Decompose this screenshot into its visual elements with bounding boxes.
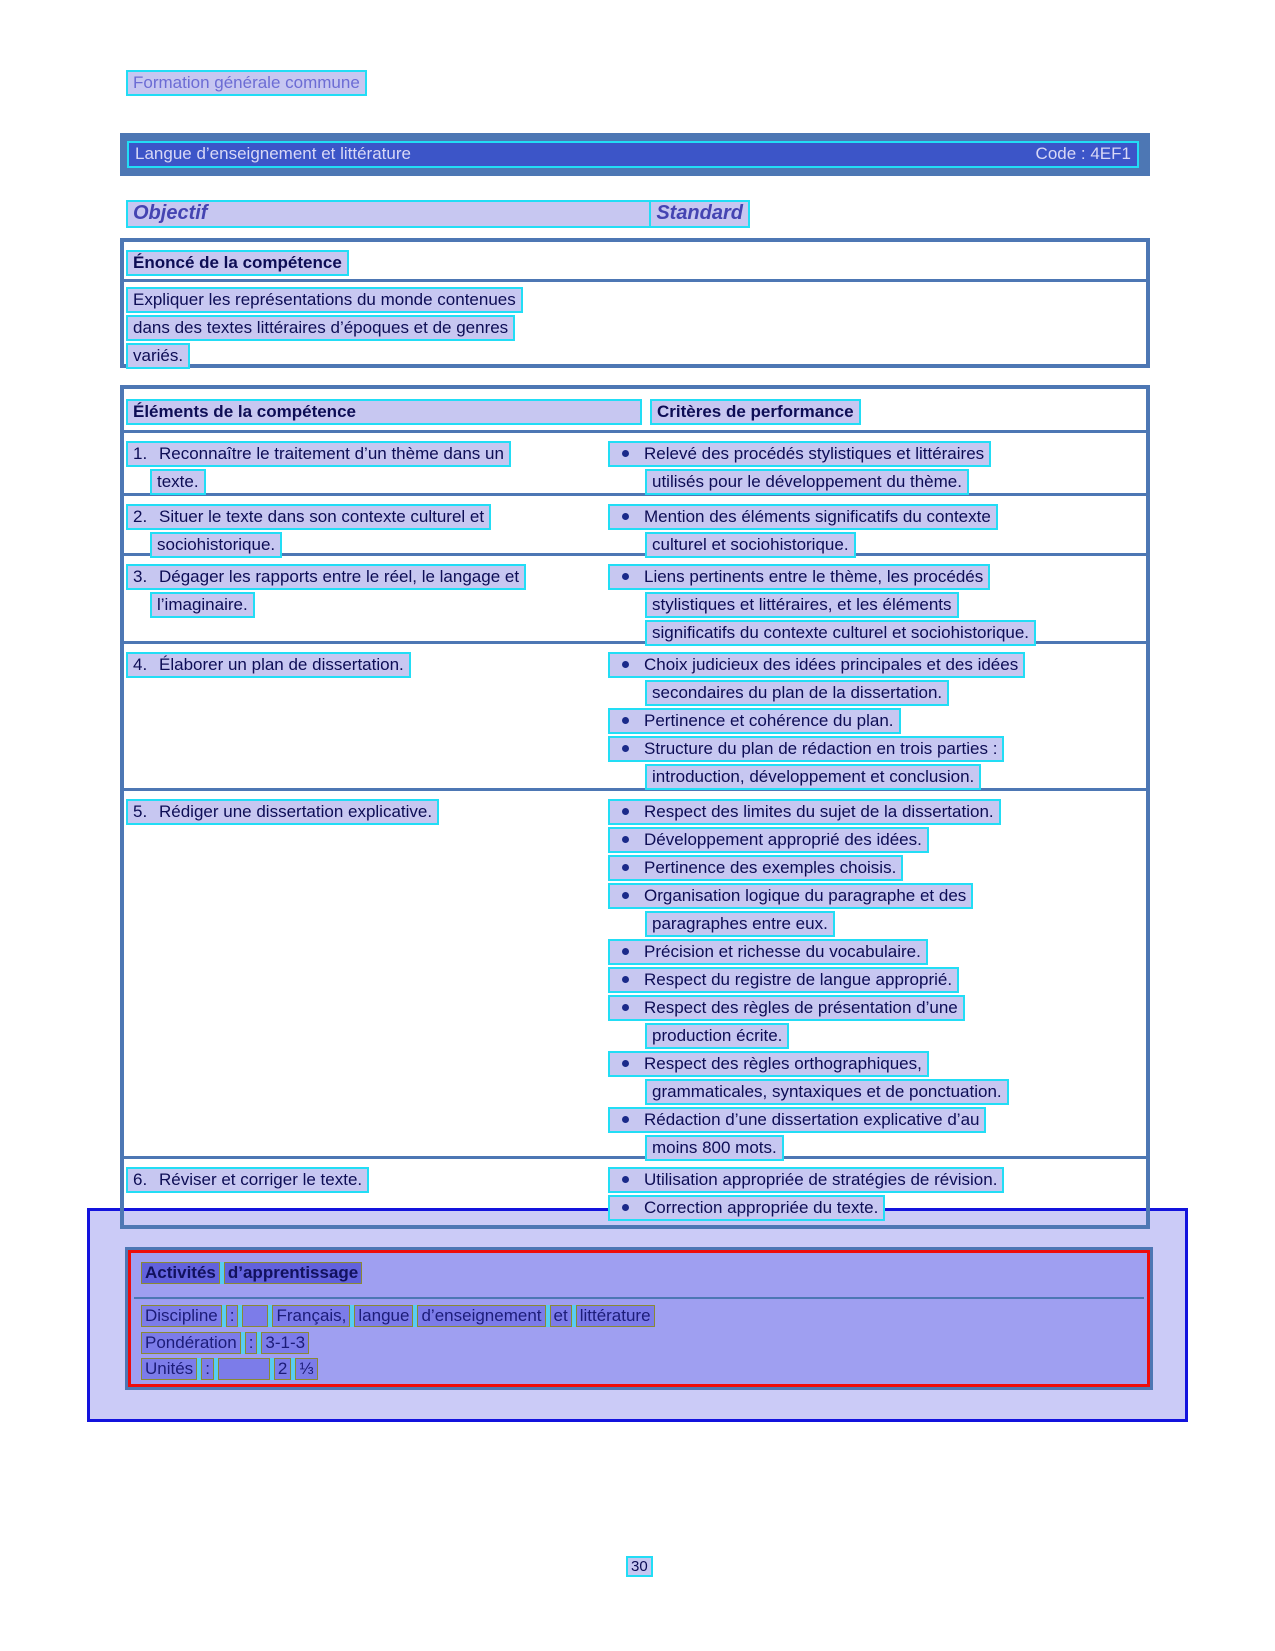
table-row: [124, 1159, 1146, 1225]
element-text: Élaborer un plan de dissertation.: [159, 655, 404, 674]
element-line: [126, 799, 439, 825]
activities-colon: :: [226, 1305, 239, 1327]
element-line: sociohistorique.: [150, 532, 282, 558]
criteria-cell: [608, 652, 1144, 792]
bullet-icon: [622, 1204, 629, 1211]
element-line: l’imaginaire.: [150, 592, 255, 618]
criteria-cell: [608, 799, 1144, 1163]
enonce-box: [120, 238, 1150, 368]
activities-label: Pondération: [141, 1332, 241, 1354]
criteria-cell: [608, 441, 1144, 497]
criteria-line: [608, 736, 1004, 762]
activities-value-word: ⅓: [295, 1358, 317, 1380]
bullet-icon: [622, 808, 629, 815]
bullet-icon: [622, 513, 629, 520]
criteria-line: [608, 827, 929, 853]
bullet-icon: [622, 948, 629, 955]
element-number: 3.: [133, 567, 148, 586]
activities-value-word: d’enseignement: [417, 1305, 545, 1327]
criteria-line: production écrite.: [645, 1023, 789, 1049]
criteria-line: [608, 652, 1025, 678]
element-line: texte.: [150, 469, 206, 495]
criteria-text: Respect du registre de langue approprié.: [644, 970, 953, 989]
element-line: [126, 441, 511, 467]
element-line: [126, 564, 526, 590]
activities-value-word: 3-1-3: [261, 1332, 309, 1354]
enonce-line: dans des textes littéraires d’époques et de genres: [126, 315, 515, 341]
criteria-text: Rédaction d’une dissertation explicative d’au: [644, 1110, 980, 1129]
criteria-line: [608, 441, 991, 467]
activities-heading-word: d’apprentissage: [224, 1262, 362, 1284]
table-row: [124, 556, 1146, 644]
header-bar-strip: [127, 141, 1139, 168]
element-text: Reconnaître le traitement d’un thème dans un: [159, 444, 504, 463]
bullet-icon: [622, 1176, 629, 1183]
bullet-icon: [622, 1004, 629, 1011]
element-text: Situer le texte dans son contexte culturel et: [159, 507, 485, 526]
table-row: [124, 791, 1146, 1159]
criteria-text: Organisation logique du paragraphe et des: [644, 886, 967, 905]
elements-header: Éléments de la compétence: [126, 399, 642, 425]
criteria-text: Choix judicieux des idées principales et des idées: [644, 655, 1019, 674]
activities-spacer: [242, 1305, 268, 1327]
formation-title: Formation générale commune: [126, 70, 367, 96]
element-text: Dégager les rapports entre le réel, le langage et: [159, 567, 520, 586]
activities-colon: :: [245, 1332, 258, 1354]
criteria-line: [608, 855, 903, 881]
criteria-line: [608, 995, 965, 1021]
bullet-icon: [622, 864, 629, 871]
criteria-line: [608, 1107, 986, 1133]
criteria-line: [608, 708, 901, 734]
element-number: 5.: [133, 802, 148, 821]
criteria-cell: [608, 504, 1144, 560]
criteria-line: moins 800 mots.: [645, 1135, 784, 1161]
criteres-header: Critères de performance: [650, 399, 861, 425]
enonce-header-row: [124, 242, 1146, 282]
objectif-standard-row: [126, 200, 750, 228]
element-line: [126, 652, 411, 678]
activities-row: [141, 1332, 309, 1354]
criteria-text: Respect des limites du sujet de la dissertation.: [644, 802, 994, 821]
criteria-cell: [608, 1167, 1144, 1223]
criteria-line: secondaires du plan de la dissertation.: [645, 680, 949, 706]
bullet-icon: [622, 892, 629, 899]
criteria-text: Respect des règles de présentation d’une: [644, 998, 958, 1017]
objectif-label: Objectif: [133, 202, 208, 224]
activities-heading-word: Activités: [141, 1262, 220, 1284]
criteria-text: Pertinence des exemples choisis.: [644, 858, 897, 877]
table-row: [124, 496, 1146, 556]
activities-row: [141, 1305, 655, 1327]
criteria-line: [608, 883, 973, 909]
element-cell: [126, 504, 596, 560]
activities-box-inner: [128, 1250, 1150, 1387]
element-number: 6.: [133, 1170, 148, 1189]
element-line: [126, 504, 491, 530]
enonce-line: variés.: [126, 343, 190, 369]
criteria-text: Utilisation appropriée de stratégies de révision.: [644, 1170, 998, 1189]
element-line: [126, 1167, 369, 1193]
table-header-row: [124, 389, 1146, 433]
activities-value-word: 2: [274, 1358, 291, 1380]
activities-spacer: [218, 1358, 270, 1380]
criteria-text: Pertinence et cohérence du plan.: [644, 711, 894, 730]
element-cell: [126, 441, 596, 497]
competence-table: [120, 385, 1150, 1229]
element-number: 2.: [133, 507, 148, 526]
criteria-text: Développement approprié des idées.: [644, 830, 922, 849]
activities-heading: [141, 1262, 362, 1284]
standard-label: Standard: [649, 200, 750, 228]
criteria-line: culturel et sociohistorique.: [645, 532, 856, 558]
criteria-line: introduction, développement et conclusion.: [645, 764, 981, 790]
criteria-line: utilisés pour le développement du thème.: [645, 469, 969, 495]
element-text: Rédiger une dissertation explicative.: [159, 802, 433, 821]
bullet-icon: [622, 573, 629, 580]
element-cell: [126, 1167, 596, 1195]
bullet-icon: [622, 836, 629, 843]
element-cell: [126, 799, 596, 827]
criteria-line: [608, 1195, 885, 1221]
activities-colon: :: [201, 1358, 214, 1380]
criteria-line: [608, 504, 998, 530]
activities-value-word: Français,: [272, 1305, 350, 1327]
course-title: Langue d’enseignement et littérature: [135, 144, 411, 163]
activities-value-word: littérature: [576, 1305, 655, 1327]
criteria-text: Liens pertinents entre le thème, les procédés: [644, 567, 984, 586]
bullet-icon: [622, 661, 629, 668]
element-number: 1.: [133, 444, 148, 463]
page-number: 30: [626, 1556, 653, 1577]
activities-divider: [134, 1297, 1144, 1299]
criteria-line: [608, 1167, 1004, 1193]
criteria-line: paragraphes entre eux.: [645, 911, 835, 937]
activities-label: Unités: [141, 1358, 197, 1380]
bullet-icon: [622, 745, 629, 752]
criteria-text: Relevé des procédés stylistiques et littéraires: [644, 444, 985, 463]
enonce-body: [124, 282, 1146, 369]
element-text: Réviser et corriger le texte.: [159, 1170, 363, 1189]
activities-value-word: et: [550, 1305, 572, 1327]
activities-value-word: langue: [354, 1305, 413, 1327]
criteria-line: significatifs du contexte culturel et sociohistorique.: [645, 620, 1036, 646]
enonce-header: Énoncé de la compétence: [126, 250, 349, 276]
bullet-icon: [622, 1116, 629, 1123]
activities-label: Discipline: [141, 1305, 222, 1327]
activities-box: [125, 1247, 1153, 1390]
criteria-line: stylistiques et littéraires, et les éléments: [645, 592, 959, 618]
criteria-cell: [608, 564, 1144, 648]
criteria-line: [608, 564, 990, 590]
element-cell: [126, 564, 596, 620]
table-row: [124, 644, 1146, 791]
criteria-line: [608, 1051, 929, 1077]
criteria-text: Mention des éléments significatifs du contexte: [644, 507, 991, 526]
criteria-line: [608, 967, 959, 993]
criteria-text: Respect des règles orthographiques,: [644, 1054, 922, 1073]
criteria-line: grammaticales, syntaxiques et de ponctuation.: [645, 1079, 1009, 1105]
enonce-line: Expliquer les représentations du monde contenues: [126, 287, 523, 313]
element-cell: [126, 652, 596, 680]
element-number: 4.: [133, 655, 148, 674]
course-code: Code : 4EF1: [1035, 144, 1131, 163]
bullet-icon: [622, 717, 629, 724]
header-bar: [120, 133, 1150, 176]
bullet-icon: [622, 976, 629, 983]
criteria-line: [608, 939, 928, 965]
criteria-text: Correction appropriée du texte.: [644, 1198, 879, 1217]
criteria-text: Précision et richesse du vocabulaire.: [644, 942, 921, 961]
criteria-text: Structure du plan de rédaction en trois parties :: [644, 739, 998, 758]
activities-row: [141, 1358, 318, 1380]
bullet-icon: [622, 450, 629, 457]
bullet-icon: [622, 1060, 629, 1067]
table-row: [124, 433, 1146, 496]
criteria-line: [608, 799, 1001, 825]
